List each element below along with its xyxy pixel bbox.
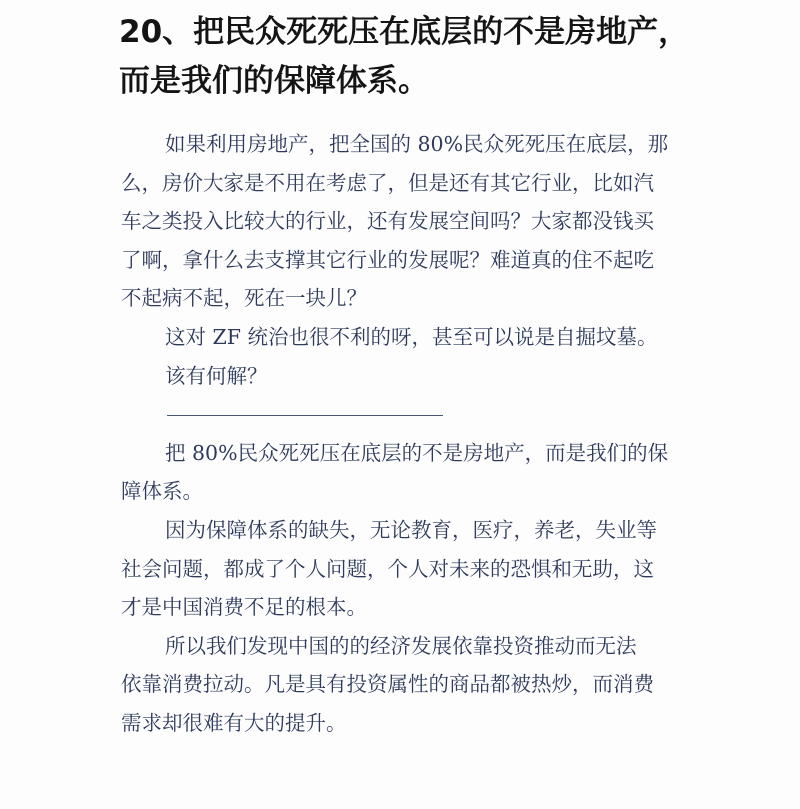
heading-line-2: 而是我们的保障体系。 [119,63,429,99]
paragraph-1 [121,125,741,318]
separator-rule [121,395,741,434]
paragraph-6 [121,627,741,743]
text-line: 依靠消费拉动。凡是具有投资属性的商品都被热炒，而消费 [121,672,654,697]
text-line: 才是中国消费不足的根本。 [121,595,367,620]
text-line: 社会问题，都成了个人问题，个人对未来的恐惧和无助，这 [121,556,654,581]
paragraph-4 [121,434,741,511]
text-line: 如果利用房地产，把全国的 80%民众死死压在底层，那 [165,132,669,156]
article-body [121,125,741,743]
text-line: 么，房价大家是不用在考虑了，但是还有其它行业，比如汽 [121,170,654,195]
heading-line-1: 20、把民众死死压在底层的不是房地产， [119,14,690,50]
text-line: 了啊，拿什么去支撑其它行业的发展呢？难道真的住不起吃 [121,247,654,272]
text-line: 所以我们发现中国的的经济发展依靠投资推动而无法 [165,633,637,658]
text-line: 这对 ZF 统治也很不利的呀，甚至可以说是自掘坟墓。 [165,324,658,349]
paragraph-5 [121,511,741,627]
text-line: 需求却很难有大的提升。 [121,710,347,735]
text-line: 车之类投入比较大的行业，还有发展空间吗？大家都没钱买 [121,209,654,234]
text-line: 障体系。 [121,479,203,504]
text-line: 该有何解？ [165,363,268,388]
text-line: 因为保障体系的缺失，无论教育，医疗，养老，失业等 [165,517,657,542]
text-line: 不起病不起，死在一块儿？ [121,286,367,311]
article-heading [119,8,759,106]
text-line: 把 80%民众死死压在底层的不是房地产，而是我们的保 [165,440,669,465]
paragraph-3 [121,357,741,396]
paragraph-2 [121,318,741,357]
